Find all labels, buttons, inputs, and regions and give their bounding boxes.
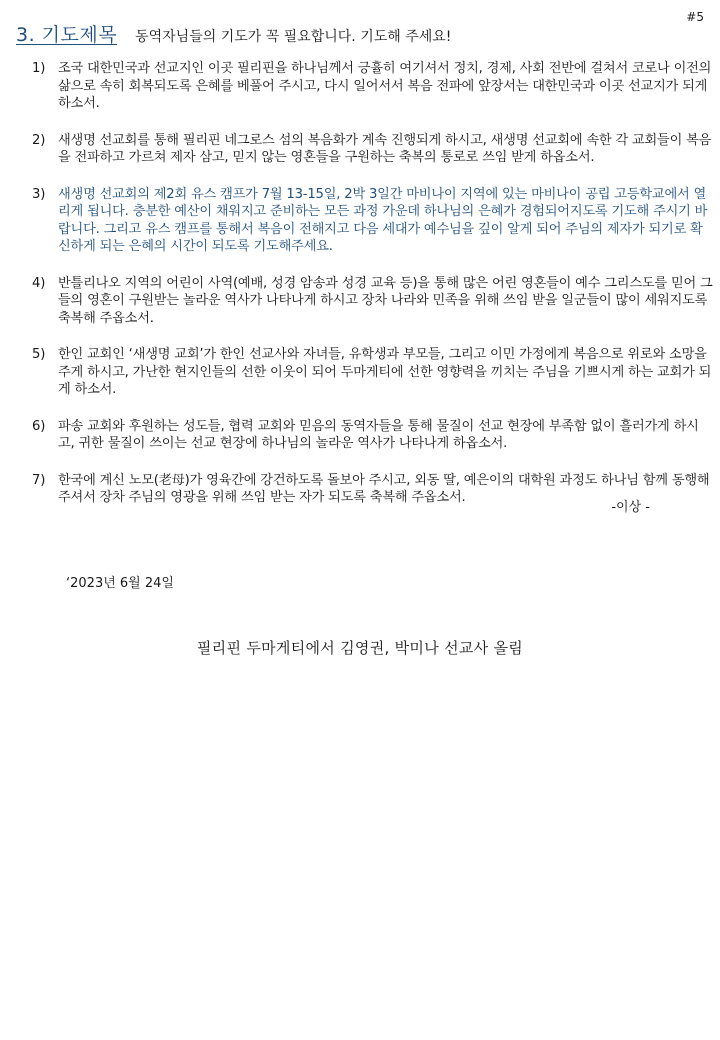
prayer-item-6 bbox=[32, 418, 714, 453]
prayer-item-text: 반틀리나오 지역의 어린이 사역(예배, 성경 암송과 성경 교육 등)을 통해 많은 어린 영혼들이 예수 그리스도를 믿어 그들의 영혼이 구원받는 놀라운 역사가 나타나게 하시고 장차 나라와 민족을 위해 쓰임 받을 일군들이 많이 세워지도록 축복해 주옵소서. bbox=[58, 275, 713, 326]
prayer-item-5 bbox=[32, 346, 714, 399]
prayer-list bbox=[32, 60, 714, 526]
prayer-item-text: 조국 대한민국과 선교지인 이곳 필리핀을 하나님께서 긍휼히 여기셔서 정치, 경제, 사회 전반에 걸쳐서 코로나 이전의 삶으로 속히 회복되도록 은혜를 베풀어 주시고, 다시 일어서서 복음 전파에 앞장서는 대한민국과 이곳 선교지가 되게 하소서. bbox=[58, 61, 712, 111]
prayer-item-4 bbox=[32, 275, 714, 328]
prayer-item-2 bbox=[32, 132, 714, 167]
prayer-item-number: 7) bbox=[32, 472, 46, 488]
prayer-item-1 bbox=[32, 60, 714, 113]
prayer-item-text: 새생명 선교회의 제2회 유스 캠프가 7월 13-15일, 2박 3일간 마비나이 지역에 있는 마비나이 공립 고등학교에서 열리게 됩니다. 충분한 예산이 채워지고 준비하는 모든 과정 가운데 하나님의 은혜가 경험되어지도록 기도해 주시기 바랍니다. 그리고 유스 캠프를 통해서 복음이 전해지고 다음 세대가 예수님을 깊이 알게 되어 주님의 제자가 되기로 확신하게 되는 은혜의 시간이 되도록 기도해주세요. bbox=[58, 186, 708, 254]
prayer-item-number: 2) bbox=[32, 132, 46, 148]
prayer-item-number: 4) bbox=[32, 275, 46, 291]
closing-mark: -이상 - bbox=[611, 500, 650, 515]
signature-line: 필리핀 두마게티에서 김영권, 박미나 선교사 올림 bbox=[196, 639, 524, 657]
letter-date: ‘2023년 6월 24일 bbox=[66, 576, 174, 591]
section-header bbox=[16, 20, 690, 47]
page-number: #5 bbox=[686, 10, 704, 24]
section-title: 3. 기도제목 bbox=[16, 24, 118, 46]
prayer-item-number: 3) bbox=[32, 186, 46, 202]
prayer-item-text: 한국에 계신 노모(老母)가 영육간에 강건하도록 돌보아 주시고, 외동 딸, 예은이의 대학원 과정도 하나님 함께 동행해 주셔서 장차 주님의 영광을 위해 쓰임 받는 자가 되도록 축복해 주옵소서. bbox=[58, 472, 710, 505]
section-subtitle: 동역자님들의 기도가 꼭 필요합니다. 기도해 주세요! bbox=[135, 29, 452, 45]
prayer-item-text: 한인 교회인 ‘새생명 교회’가 한인 선교사와 자녀들, 유학생과 부모들, 그리고 이민 가정에게 복음으로 위로와 소망을 주게 하시고, 가난한 현지인들의 선한 이웃이 되어 두마게티에 선한 영향력을 끼치는 주님을 기쁘시게 하는 교회가 되게 하소서. bbox=[58, 347, 712, 397]
prayer-item-text: 파송 교회와 후원하는 성도들, 협력 교회와 믿음의 동역자들을 통해 물질이 선교 현장에 부족함 없이 흘러가게 하시고, 귀한 물질이 쓰이는 선교 현장에 하나님의 놀라운 역사가 나타나게 하옵소서. bbox=[58, 418, 699, 451]
prayer-item-number: 1) bbox=[32, 61, 46, 76]
prayer-item-3 bbox=[32, 186, 714, 256]
prayer-item-text: 새생명 선교회를 통해 필리핀 네그로스 섬의 복음화가 계속 진행되게 하시고, 새생명 선교회에 속한 각 교회들이 복음을 전파하고 가르쳐 제자 삼고, 믿지 않는 영혼들을 구원하는 축복의 통로로 쓰임 받게 하옵소서. bbox=[58, 132, 712, 165]
prayer-item-number: 6) bbox=[32, 418, 46, 434]
prayer-item-number: 5) bbox=[32, 347, 46, 362]
